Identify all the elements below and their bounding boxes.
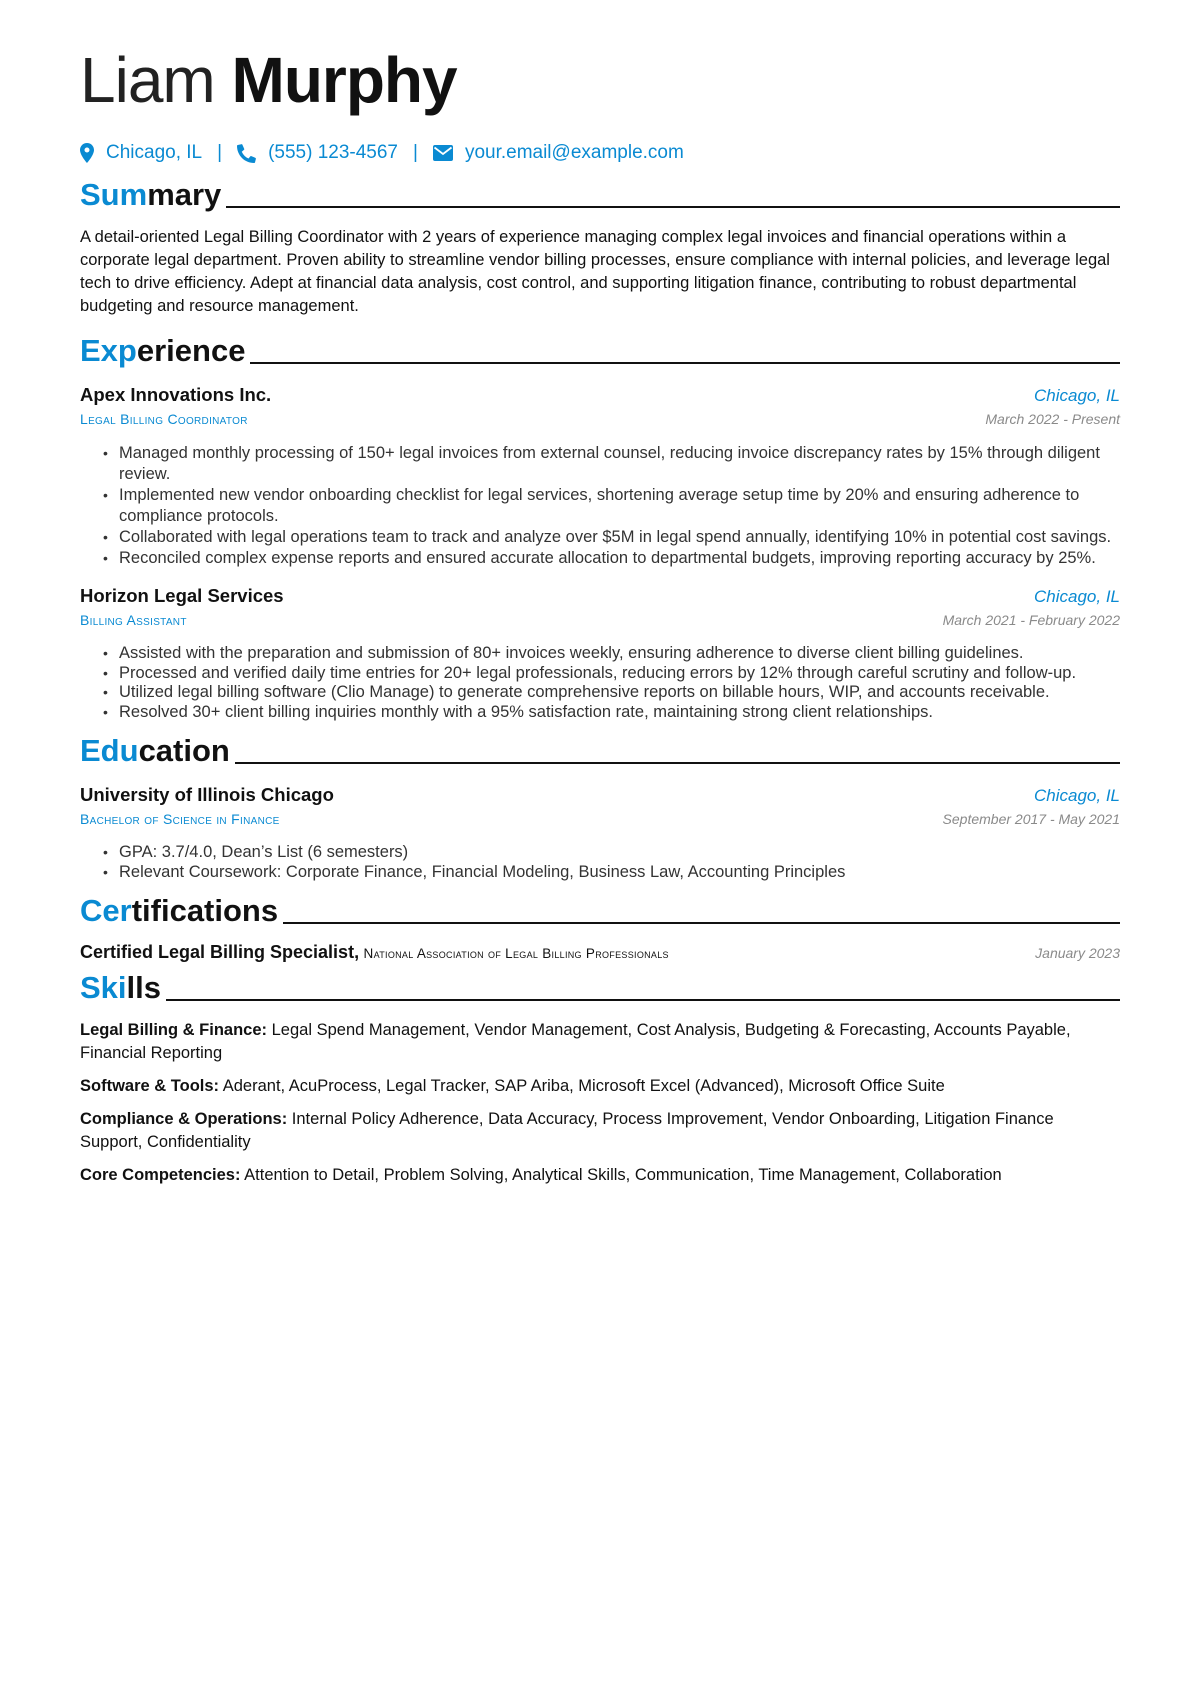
contact-separator: | <box>413 142 418 163</box>
location-text: Chicago, IL <box>106 142 203 163</box>
experience-heading <box>80 332 1120 370</box>
entry-dates: March 2021 - February 2022 <box>942 612 1120 628</box>
certification-issuer: National Association of Legal Billing Professionals <box>363 946 669 961</box>
list-item: • Relevant Coursework: Corporate Finance, Financial Modeling, Business Law, Accounting Principles <box>119 863 1120 883</box>
entry-header <box>80 583 1120 610</box>
list-item: • GPA: 3.7/4.0, Dean’s List (6 semesters) <box>119 843 1120 863</box>
title-accent: Cer <box>80 893 132 928</box>
job-title: Billing Assistant <box>80 612 187 628</box>
summary-heading <box>80 176 1120 214</box>
section-rule <box>250 362 1120 364</box>
skill-label: Software & Tools: <box>80 1077 220 1095</box>
title-rest: cation <box>138 733 230 768</box>
certification-entry <box>80 942 1120 963</box>
certification-comma: , <box>354 942 360 962</box>
skill-row <box>80 1019 1120 1065</box>
section-title <box>80 332 245 370</box>
experience-entry <box>80 583 1120 722</box>
section-title <box>80 969 161 1007</box>
bullet-list <box>80 644 1120 722</box>
entry-location: Chicago, IL <box>1034 386 1120 405</box>
skill-value: Attention to Detail, Problem Solving, Analytical Skills, Communication, Time Management, Collaboration <box>244 1166 1002 1184</box>
certification-date: January 2023 <box>1035 945 1120 961</box>
bullet-list <box>80 443 1120 569</box>
section-title <box>80 892 278 930</box>
last-name: Murphy <box>231 44 457 116</box>
entry-subheader <box>80 409 1120 429</box>
title-rest: tifications <box>131 893 279 928</box>
entry-location: Chicago, IL <box>1034 786 1120 805</box>
phone-item <box>237 140 398 166</box>
entry-subheader <box>80 809 1120 829</box>
skill-row <box>80 1108 1120 1154</box>
title-accent: Edu <box>80 733 139 768</box>
contact-line <box>80 140 1120 166</box>
list-item: • Managed monthly processing of 150+ legal invoices from external counsel, reducing invoice discrepancy rates by 15% through diligent review. <box>119 443 1120 485</box>
envelope-icon <box>433 145 453 161</box>
location-item <box>80 140 202 166</box>
title-rest: mary <box>147 177 222 212</box>
experience-entry <box>80 382 1120 569</box>
title-accent: Sum <box>80 177 148 212</box>
list-item: • Resolved 30+ client billing inquiries monthly with a 95% satisfaction rate, maintaining strong client relationships. <box>119 703 1120 723</box>
skill-label: Core Competencies: <box>80 1166 241 1184</box>
list-item: • Collaborated with legal operations team to track and analyze over $5M in legal spend annually, identifying 10% in potential cost savings. <box>119 527 1120 548</box>
entry-header <box>80 782 1120 809</box>
list-item: • Implemented new vendor onboarding checklist for legal services, shortening average setup time by 20% and ensuring adherence to compliance protocols. <box>119 485 1120 527</box>
contact-separator: | <box>217 142 223 163</box>
skill-value: Legal Spend Management, Vendor Management, Cost Analysis, Budgeting & Forecasting, Accounts Payable, Financial Reporting <box>80 1021 1071 1062</box>
section-rule <box>283 922 1120 924</box>
section-title <box>80 732 230 770</box>
skills-heading <box>80 969 1120 1007</box>
list-item: • Processed and verified daily time entries for 20+ legal professionals, reducing errors by 12% through careful scrutiny and follow-up. <box>119 664 1120 684</box>
education-heading <box>80 732 1120 770</box>
list-item: • Assisted with the preparation and submission of 80+ invoices weekly, ensuring adherence to diverse client billing guidelines. <box>119 644 1120 664</box>
phone-icon <box>237 144 256 163</box>
title-accent: Exp <box>80 333 137 368</box>
first-name: Liam <box>80 44 215 116</box>
skill-value: Internal Policy Adherence, Data Accuracy, Process Improvement, Vendor Onboarding, Litigation Finance Support, Confidentiality <box>80 1110 1054 1151</box>
skill-row <box>80 1075 1120 1098</box>
entry-dates: September 2017 - May 2021 <box>942 811 1120 827</box>
entry-location: Chicago, IL <box>1034 587 1120 606</box>
certification-name: Certified Legal Billing Specialist <box>80 942 355 962</box>
company-name: Horizon Legal Services <box>80 585 284 606</box>
skill-label: Compliance & Operations: <box>80 1110 288 1128</box>
resume-content <box>80 40 1120 1187</box>
company-name: Apex Innovations Inc. <box>80 384 272 405</box>
section-title <box>80 176 221 214</box>
phone-text: (555) 123-4567 <box>268 142 398 163</box>
title-accent: Ski <box>80 970 127 1005</box>
section-rule <box>235 762 1120 764</box>
skill-row <box>80 1164 1120 1187</box>
bullet-list <box>80 843 1120 882</box>
certification-text <box>80 942 669 963</box>
entry-subheader <box>80 610 1120 630</box>
certifications-heading <box>80 892 1120 930</box>
list-item: • Utilized legal billing software (Clio Manage) to generate comprehensive reports on billable hours, WIP, and accounts receivable. <box>119 683 1120 703</box>
school-name: University of Illinois Chicago <box>80 784 334 805</box>
title-rest: lls <box>126 970 161 1005</box>
map-pin-icon <box>80 143 94 163</box>
section-rule <box>166 999 1120 1001</box>
email-link[interactable]: your.email@example.com <box>464 142 684 163</box>
list-item: • Reconciled complex expense reports and ensured accurate allocation to departmental budgets, improving reporting accuracy by 25%. <box>119 548 1120 569</box>
email-item[interactable] <box>433 140 684 166</box>
education-entry <box>80 782 1120 882</box>
summary-text: A detail-oriented Legal Billing Coordinator with 2 years of experience managing complex legal invoices and financial operations within a corporate legal department. Proven ability to streamline vendor billing processes, ensure compliance with internal policies, and leverage legal tech to drive efficiency. Adept at financial data analysis, cost control, and supporting litigation finance, contributing to robust departmental budgeting and resource management. <box>80 228 1110 315</box>
skill-value: Aderant, AcuProcess, Legal Tracker, SAP Ariba, Microsoft Excel (Advanced), Microsoft Office Suite <box>222 1077 945 1095</box>
skill-label: Legal Billing & Finance: <box>80 1021 268 1039</box>
section-rule <box>226 206 1120 208</box>
title-rest: erience <box>136 333 246 368</box>
entry-header <box>80 382 1120 409</box>
job-title: Legal Billing Coordinator <box>80 411 248 427</box>
candidate-name <box>80 40 1120 120</box>
entry-dates: March 2022 - Present <box>985 411 1120 427</box>
degree-title: Bachelor of Science in Finance <box>80 811 280 827</box>
